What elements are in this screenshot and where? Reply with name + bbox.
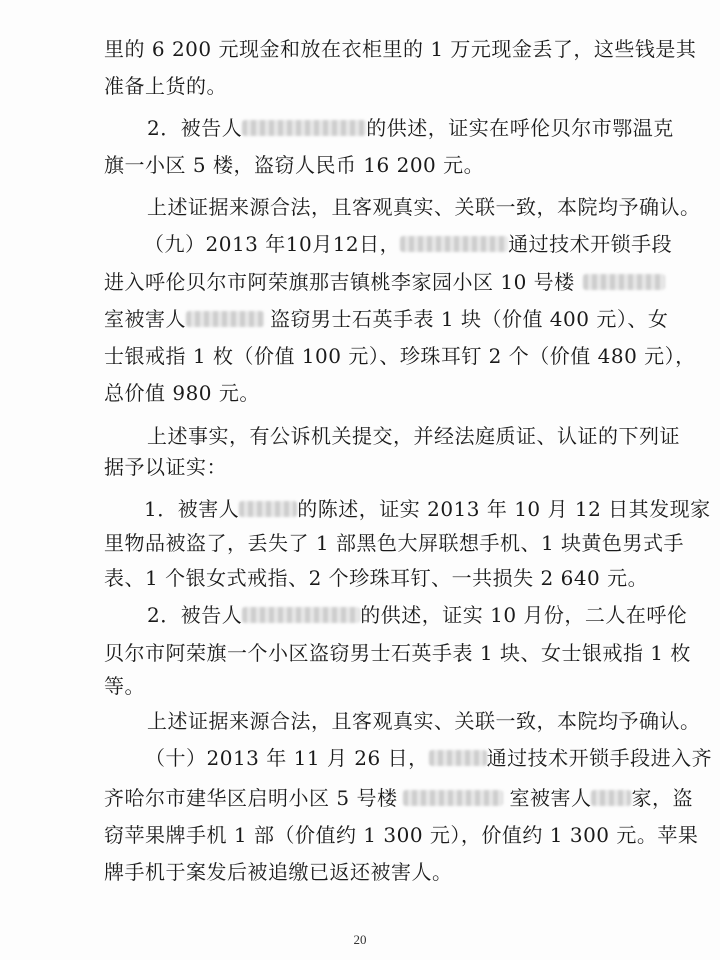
text-segment: 上述证据来源合法，且客观真实、关联一致，本院均予确认。 [147, 195, 701, 219]
text-line [104, 37, 696, 61]
text-segment: 等。 [104, 674, 145, 698]
text-line [104, 307, 668, 331]
redaction-mark [239, 501, 297, 517]
text-line [147, 116, 674, 140]
text-line [147, 424, 680, 448]
text-segment: 齐哈尔市建华区启明小区 5 号楼 [104, 786, 398, 810]
redaction-mark [242, 120, 366, 136]
text-segment: 的陈述，证实 2013 年 10 月 12 日其发现家 [297, 497, 711, 521]
text-line [104, 74, 227, 98]
text-segment: 通过技术开锁手段进入齐 [486, 746, 713, 770]
text-segment: 的供述，证实在呼伦贝尔市鄂温克 [366, 116, 674, 140]
text-segment: 牌手机于案发后被追缴已返还被害人。 [104, 860, 453, 884]
text-segment: 1．被害人 [144, 497, 240, 521]
text-line [144, 232, 672, 256]
text-segment: 旗一小区 5 楼，盗窃人民币 16 200 元。 [104, 153, 485, 177]
redaction-mark [429, 750, 487, 766]
text-line [147, 603, 687, 627]
text-segment: 士银戒指 1 枚（价值 100 元）、珍珠耳钉 2 个（价值 480 元）， [104, 344, 696, 368]
text-line [145, 746, 712, 770]
text-segment: 盗窃男士石英手表 1 块（价值 400 元）、女 [270, 307, 669, 331]
text-line [104, 344, 696, 368]
text-segment: 室被害人 [509, 786, 592, 810]
text-segment: 进入呼伦贝尔市阿荣旗那吉镇桃李家园小区 10 号楼 [104, 270, 575, 294]
page-number: 20 [353, 932, 367, 947]
text-segment: 上述证据来源合法，且客观真实、关联一致，本院均予确认。 [147, 709, 701, 733]
text-line [104, 786, 693, 810]
text-line [104, 153, 484, 177]
redaction-mark [186, 311, 264, 327]
text-line [147, 709, 701, 733]
text-line [104, 270, 665, 294]
text-line [104, 860, 453, 884]
text-segment: 准备上货的。 [104, 74, 227, 98]
text-segment: 表、1 个银女式戒指、2 个珍珠耳钉、一共损失 2 640 元。 [104, 566, 649, 590]
text-segment: 里的 6 200 元现金和放在衣柜里的 1 万元现金丢了，这些钱是其 [104, 37, 697, 61]
text-line [104, 823, 698, 847]
text-segment: 据予以证实： [104, 455, 227, 479]
text-segment: 通过技术开锁手段 [508, 232, 673, 256]
text-line [147, 195, 701, 219]
text-segment: 贝尔市阿荣旗一个小区盗窃男士石英手表 1 块、女士银戒指 1 枚 [104, 641, 691, 665]
redaction-mark [242, 607, 360, 623]
text-segment: 家，盗 [631, 786, 693, 810]
redaction-mark [583, 274, 665, 290]
text-line [104, 531, 684, 555]
text-line [104, 674, 145, 698]
text-segment: 窃苹果牌手机 1 部（价值约 1 300 元），价值约 1 300 元。苹果 [104, 823, 699, 847]
text-segment: 上述事实，有公诉机关提交，并经法庭质证、认证的下列证 [147, 424, 680, 448]
text-segment: 里物品被盗了，丢失了 1 部黑色大屏联想手机、1 块黄色男式手 [104, 531, 685, 555]
text-segment: 总价值 980 元。 [104, 381, 260, 405]
text-line [104, 566, 648, 590]
text-segment: 2．被告人 [147, 603, 243, 627]
redaction-mark [591, 790, 631, 806]
text-line [144, 497, 711, 521]
redaction-mark [400, 236, 508, 252]
text-segment: 室被害人 [104, 307, 186, 331]
text-segment: 2．被告人 [147, 116, 243, 140]
text-segment: （十）2013 年 11 月 26 日， [145, 746, 429, 770]
text-line [104, 641, 691, 665]
text-line [104, 381, 260, 405]
text-segment: 的供述，证实 10 月份，二人在呼伦 [360, 603, 688, 627]
text-line [104, 455, 227, 479]
text-segment: （九）2013 年10月12日， [144, 232, 401, 256]
redaction-mark [403, 790, 503, 806]
